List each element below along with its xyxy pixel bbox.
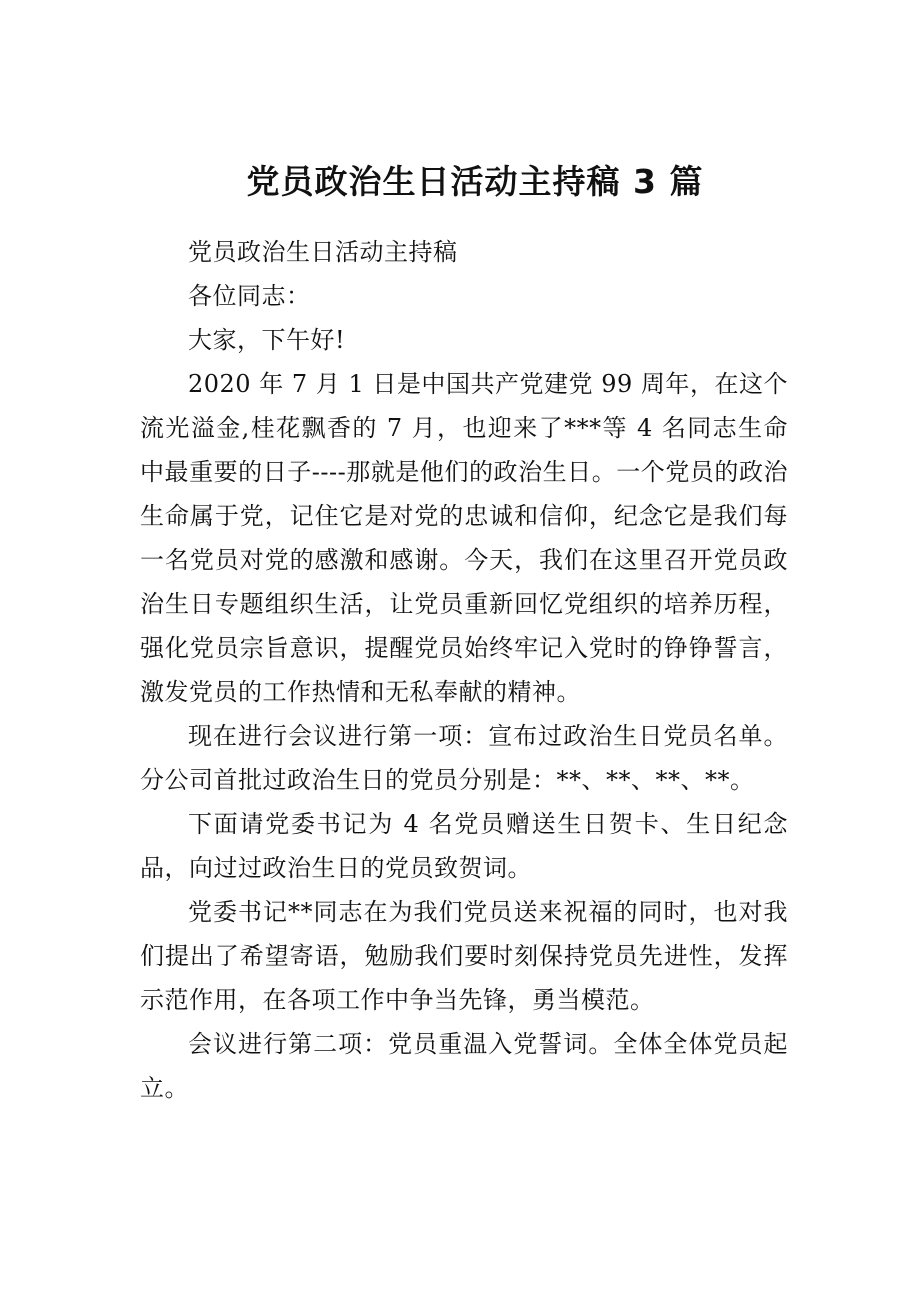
paragraph-item-one: 现在进行会议进行第一项：宣布过政治生日党员名单。分公司首批过政治生日的党员分别是：**、**、**、**。 bbox=[140, 722, 788, 794]
paragraph-salutation: 各位同志： bbox=[188, 282, 311, 310]
paragraph-subtitle: 党员政治生日活动主持稿 bbox=[188, 238, 458, 266]
paragraph-item-two: 会议进行第二项：党员重温入党誓词。全体全体党员起立。 bbox=[140, 1030, 788, 1102]
paragraph-blessing: 党委书记**同志在为我们党员送来祝福的同时，也对我们提出了希望寄语，勉励我们要时刻保持党员先进性，发挥示范作用，在各项工作中争当先锋，勇当模范。 bbox=[140, 898, 788, 1014]
document-title: 党员政治生日活动主持稿 3 篇 bbox=[246, 162, 704, 201]
paragraph-introduction: 2020 年 7 月 1 日是中国共产党建党 99 周年，在这个流光溢金,桂花飘香的 7 月，也迎来了***等 4 名同志生命中最重要的日子----那就是他们的政治生日。一个党员的政治生命属于党，记住它是对党的忠诚和信仰，纪念它是我们每一名党员对党的感激和感谢。今天，我们在这里召开党员政治生日专题组织生活，让党员重新回忆党组织的培养历程，强化党员宗旨意识，提醒党员始终牢记入党时的铮铮誓言，激发党员的工作热情和无私奉献的精神。 bbox=[140, 370, 788, 706]
document-body bbox=[140, 230, 788, 1110]
paragraph-gifts: 下面请党委书记为 4 名党员赠送生日贺卡、生日纪念品，向过过政治生日的党员致贺词。 bbox=[140, 810, 788, 882]
paragraph-greeting: 大家，下午好! bbox=[188, 326, 346, 354]
